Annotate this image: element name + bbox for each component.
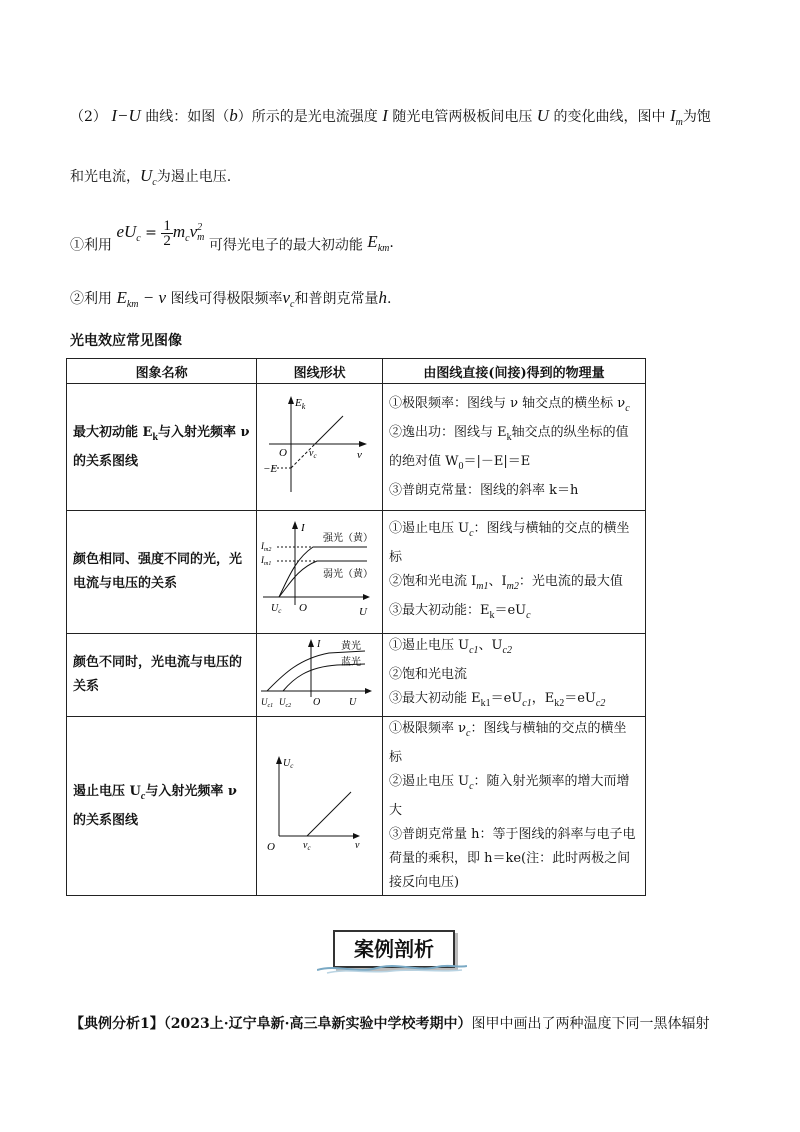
im2-label: $I_{m2}$ (261, 541, 272, 553)
table-row (67, 717, 646, 896)
sup: 2 (197, 222, 203, 233)
item-number: （2） (70, 109, 107, 125)
item: ③普朗克常量：图线的斜率 k＝h (388, 482, 579, 498)
text: 曲线：如图（ (145, 109, 230, 125)
uc-line (307, 792, 351, 836)
sub: m (675, 117, 683, 128)
item: ②饱和光电流 $I_{m1}$、$I_{m2}$：光电流的最大值 (388, 573, 623, 592)
y-label: I (301, 522, 305, 534)
row-name (67, 717, 257, 896)
item: ②饱和光电流 (388, 667, 467, 682)
text: 随光电管两极板间电压 (392, 109, 533, 125)
section-title: 光电效应常见图像 (70, 333, 182, 349)
i-u-color-graph (257, 637, 377, 713)
text: 和普朗克常量 (294, 291, 379, 307)
paragraph-line-1 (70, 106, 711, 133)
row-graph (257, 384, 383, 511)
var-ekm: E (367, 232, 378, 251)
sub: k (152, 431, 158, 443)
yellow-label: 黄光 (341, 641, 362, 652)
item: ①极限频率 $\nu_c$：图线与横轴的交点的横坐标 (388, 721, 627, 765)
formula-i-u: I−U (111, 106, 141, 125)
x-arrow (359, 441, 367, 447)
name-b: 与入射光频率 ν 的关系图线 (73, 424, 250, 469)
sub: c (290, 299, 295, 310)
text: . (389, 235, 394, 251)
i-u-intensity-graph (257, 511, 377, 633)
uc1-label: $U_{c1}$ (261, 697, 274, 709)
x-arrow (365, 688, 372, 694)
row-graph (257, 634, 383, 717)
sub: c (185, 233, 190, 244)
item: ②逸出功：图线与 $E_k$轴交点的纵坐标的值的绝对值 $W_0=|-E|=E$ (388, 424, 629, 472)
x-label: U (349, 697, 357, 708)
x-label: ν (357, 449, 363, 461)
row-name: 颜色不同时，光电流与电压的关系 (67, 634, 257, 717)
header-name: 图象名称 (67, 359, 257, 384)
row-name: 颜色相同、强度不同的光，光电流与电压的关系 (67, 511, 257, 634)
vc-label: $\nu_c$ (309, 448, 317, 460)
origin-label: O (299, 602, 308, 614)
equation (116, 215, 204, 256)
table-row (67, 384, 646, 511)
table-row (67, 511, 646, 634)
var-h: h (378, 288, 387, 307)
var-e: E (116, 288, 127, 307)
paragraph-line-2 (70, 166, 231, 193)
name-a: 遏止电压 U (73, 783, 141, 799)
y-arrow (308, 639, 314, 647)
strong-label: 强光（黄） (323, 533, 374, 544)
text: 的变化曲线，图中 (553, 109, 666, 125)
item: ①遏止电压 $U_c$：图线与横轴的交点的横坐标 (388, 520, 630, 565)
eq-equals: = (140, 225, 162, 241)
row-quantity (382, 634, 645, 717)
item: ③最大初动能：$E_k=eU_c$ (388, 602, 531, 621)
origin-label: O (279, 447, 288, 459)
var-nu: ν (282, 288, 291, 307)
sub: c (136, 233, 141, 244)
origin-label: O (313, 697, 321, 708)
case-analysis-banner (333, 930, 453, 970)
row-graph (257, 717, 383, 896)
line-solid (315, 416, 343, 444)
frac-den: 2 (163, 232, 171, 249)
text: 和光电流， (70, 169, 140, 185)
y-label: $E_k$ (295, 397, 306, 411)
uc-nu-graph (257, 720, 377, 892)
text: ①利用 (70, 237, 112, 254)
im1-label: $I_{m1}$ (261, 555, 272, 567)
text: ②利用 (70, 291, 112, 307)
paragraph-line-4 (70, 288, 391, 315)
item: ①极限频率：图线与 ν 轴交点的横坐标 $\nu_c$ (388, 395, 630, 414)
row-name (67, 384, 257, 511)
example-text: 图甲中画出了两种温度下同一黑体辐射 (471, 1016, 710, 1032)
y-arrow (276, 756, 282, 764)
text: 图线可得极限频率 (170, 291, 283, 307)
item: ②遏止电压 $U_c$：随入射光频率的增大而增大 (388, 774, 630, 818)
sub: km (377, 243, 390, 254)
weak-label: 弱光（黄） (323, 569, 374, 580)
text: 为遏止电压. (156, 169, 232, 185)
var-im: I (669, 106, 676, 125)
uc2-label: $U_{c2}$ (279, 697, 292, 709)
row-graph (257, 511, 383, 634)
ek-nu-graph (257, 384, 377, 510)
sub: km (126, 299, 139, 310)
sub: c (140, 790, 146, 802)
blue-label: 蓝光 (341, 657, 362, 668)
x-arrow (363, 594, 370, 600)
origin-label: O (267, 841, 276, 853)
sub: m (197, 232, 205, 243)
var-u: U (536, 106, 550, 125)
y-label: $U_c$ (283, 758, 294, 770)
item: ③普朗克常量 h：等于图线的斜率与电子电荷量的乘积，即 h＝ke(注：此时两极之间接反向电压) (388, 827, 636, 890)
header-quantity: 由图线直接(间接)得到的物理量 (382, 359, 645, 384)
table-row (67, 634, 646, 717)
table-header-row (67, 359, 646, 384)
banner-title: 案例剖析 (333, 930, 455, 968)
fraction (161, 219, 173, 248)
figure-label: b (229, 106, 238, 125)
text: ）所示的是光电流强度 (237, 109, 378, 125)
blue-curve (283, 664, 365, 691)
y-label: I (317, 639, 321, 650)
header-shape: 图线形状 (257, 359, 383, 384)
eq-left: eU (116, 222, 137, 241)
var-uc: U (140, 166, 153, 185)
var-i: I (382, 106, 388, 125)
paragraph-line-3 (70, 217, 394, 266)
photoelectric-table (66, 358, 646, 896)
row-quantity (382, 717, 645, 896)
x-label: U (359, 606, 368, 618)
text: 为饱 (682, 109, 711, 125)
text: . (387, 291, 392, 307)
eq-m: m (172, 222, 186, 241)
example-tag: 【典例分析1】 (70, 1016, 164, 1032)
name-a: 最大初动能 E (73, 424, 153, 440)
neg-e-label: −E (263, 463, 278, 475)
row-quantity (382, 384, 645, 511)
y-arrow (292, 521, 298, 529)
example-line (70, 1014, 709, 1034)
banner-wave-decoration (317, 962, 467, 974)
vc-label: $\nu_c$ (303, 840, 311, 852)
eq-v: v (189, 222, 198, 241)
row-quantity (382, 511, 645, 634)
item: ③最大初动能 $E_{k1}=eU_{c1}$，$E_{k2}=eU_{c2}$ (388, 691, 606, 709)
minus-nu: − ν (138, 288, 167, 307)
x-arrow (353, 833, 360, 839)
y-arrow (288, 396, 294, 404)
name-b: 与入射光频率 ν 的关系图线 (73, 783, 237, 828)
supsub (197, 223, 204, 243)
sub: c (152, 177, 157, 188)
x-label: ν (355, 840, 360, 851)
item: ①遏止电压 $U_{c1}$、$U_{c2}$ (388, 638, 512, 656)
frac-num: 1 (163, 217, 171, 234)
text: 可得光电子的最大初动能 (208, 237, 363, 254)
uc-label: $U_c$ (271, 603, 282, 615)
example-source: （2023上·辽宁阜新·高三阜新实验中学校考期中） (163, 1016, 472, 1032)
